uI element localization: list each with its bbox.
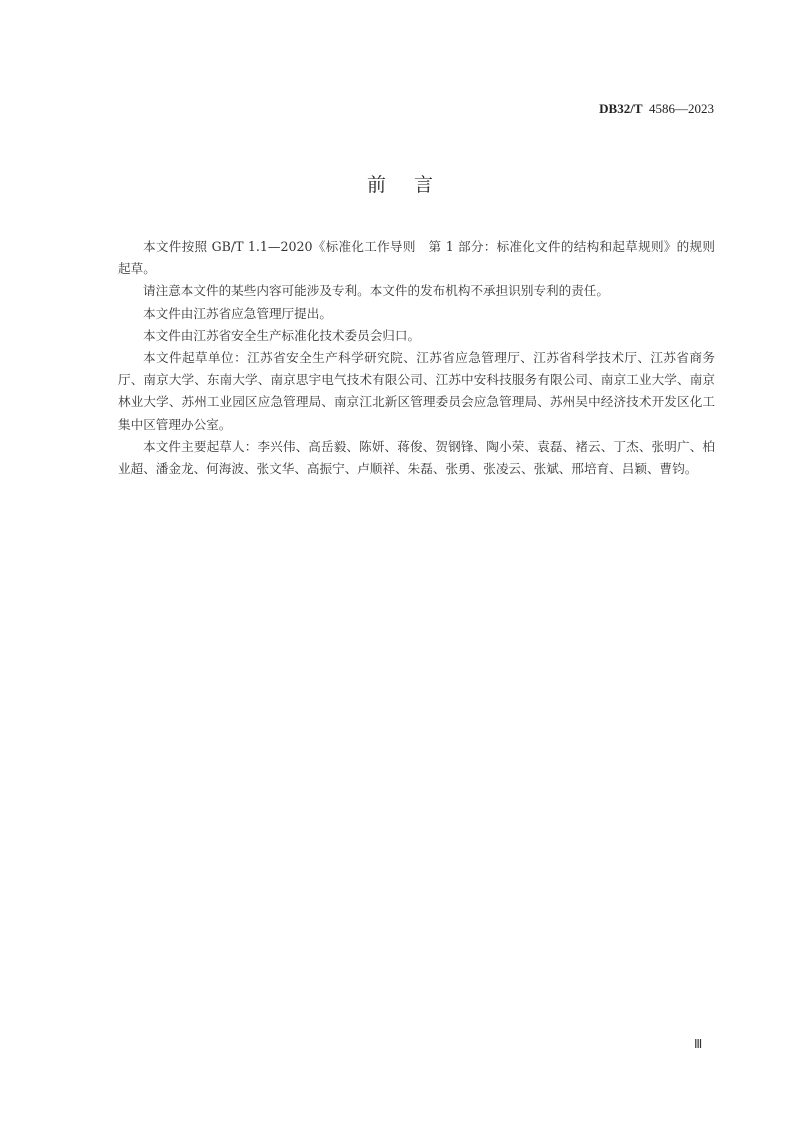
foreword-body: [118, 236, 715, 480]
paragraph-drafting-rules: 本文件按照 GB/T 1.1—2020《标准化工作导则 第 1 部分：标准化文件的结构和起草规则》的规则起草。: [118, 239, 715, 277]
paragraph-drafting-units: 本文件起草单位：江苏省安全生产科学研究院、江苏省应急管理厅、江苏省科学技术厅、江苏省商务厅、南京大学、东南大学、南京思宇电气技术有限公司、江苏中安科技服务有限公司、南京工业大学、南京林业大学、苏州工业园区应急管理局、南京江北新区管理委员会应急管理局、苏州吴中经济技术开发区化工集中区管理办公室。: [118, 350, 715, 432]
page-number: Ⅲ: [694, 1037, 703, 1051]
paragraph-centralized-by: 本文件由江苏省安全生产标准化技术委员会归口。: [143, 327, 421, 343]
paragraph-proposer: 本文件由江苏省应急管理厅提出。: [143, 305, 332, 321]
paragraph-patent-notice: 请注意本文件的某些内容可能涉及专利。本文件的发布机构不承担识别专利的责任。: [143, 283, 609, 299]
document-code-number: 4586—2023: [649, 101, 714, 116]
document-code: [599, 101, 714, 117]
paragraph-main-drafters: 本文件主要起草人：李兴伟、高岳毅、陈妍、蒋俊、贺钢锋、陶小荣、袁磊、褚云、丁杰、张明广、柏业超、潘金龙、何海波、张文华、高振宁、卢顺祥、朱磊、张勇、张凌云、张斌、邢培育、吕颖、曹钧。: [118, 438, 715, 477]
page-title: 前言: [366, 174, 461, 196]
document-code-prefix: DB32/T: [599, 101, 643, 116]
